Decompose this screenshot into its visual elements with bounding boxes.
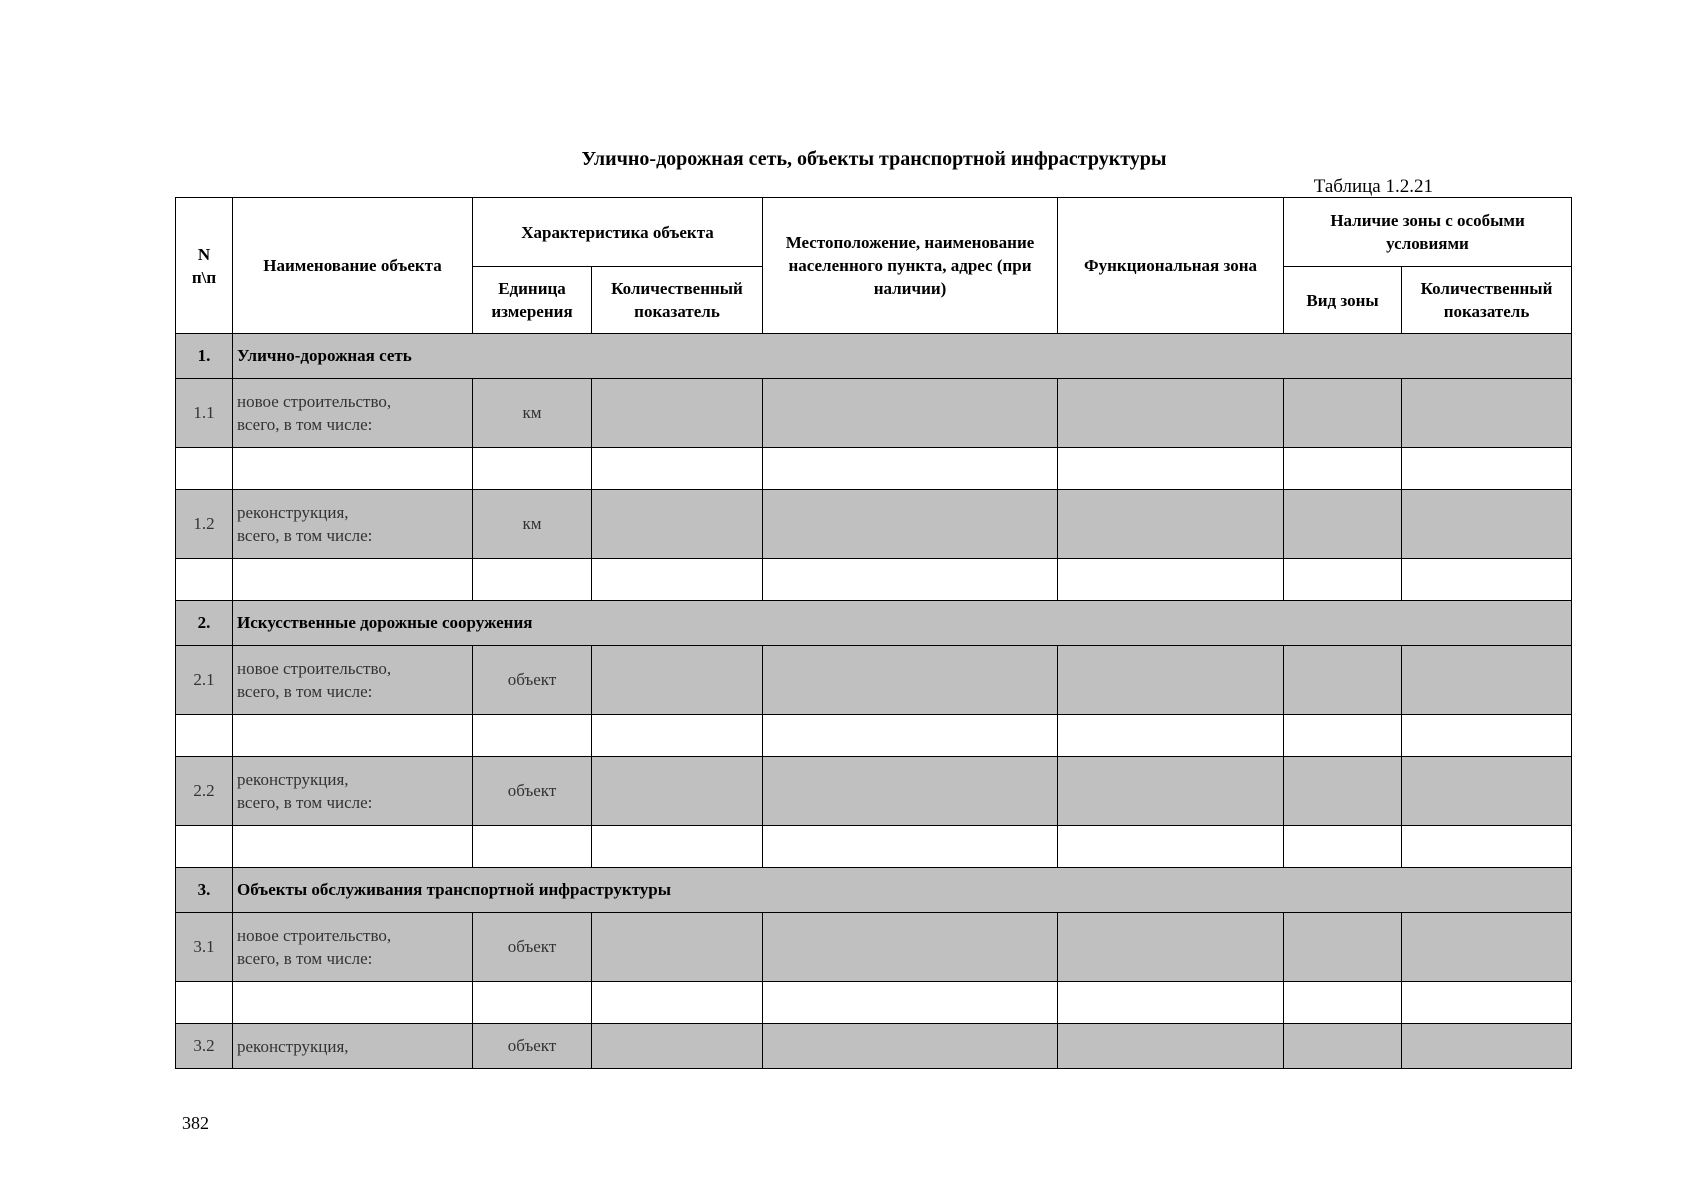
item-quantity (592, 490, 763, 559)
item-unit: объект (473, 757, 592, 826)
blank-row (176, 448, 1572, 490)
section-name: Объекты обслуживания транспортной инфраструктуры (233, 868, 1572, 913)
item-name-line-1: реконструкция, (237, 503, 349, 522)
item-unit: объект (473, 1024, 592, 1069)
item-quantity (592, 913, 763, 982)
item-functional-zone (1058, 646, 1284, 715)
item-number: 3.2 (176, 1024, 233, 1069)
table-row (176, 646, 1572, 715)
section-row (176, 868, 1572, 913)
item-unit: км (473, 490, 592, 559)
item-number: 1.2 (176, 490, 233, 559)
section-name: Искусственные дорожные сооружения (233, 601, 1572, 646)
item-unit: объект (473, 913, 592, 982)
section-row (176, 601, 1572, 646)
item-name-line-2: всего, в том числе: (237, 793, 373, 812)
section-name: Улично-дорожная сеть (233, 334, 1572, 379)
header-location: Местоположение, наименование населенного пункта, адрес (при наличии) (763, 198, 1058, 334)
header-zone-quantity: Количественный показатель (1402, 267, 1572, 334)
header-characteristic: Характеристика объекта (473, 198, 763, 267)
item-name (233, 913, 473, 982)
item-name-line-2: всего, в том числе: (237, 526, 373, 545)
section-row (176, 334, 1572, 379)
section-number: 2. (176, 601, 233, 646)
header-quantity: Количественный показатель (592, 267, 763, 334)
item-name (233, 646, 473, 715)
item-zone-quantity (1402, 490, 1572, 559)
item-functional-zone (1058, 913, 1284, 982)
blank-row (176, 982, 1572, 1024)
table-row (176, 913, 1572, 982)
item-name-line-2: всего, в том числе: (237, 415, 373, 434)
item-location (763, 913, 1058, 982)
infrastructure-table (175, 197, 1572, 1069)
item-zone-type (1284, 1024, 1402, 1069)
header-num: N п\п (176, 198, 233, 334)
item-location (763, 379, 1058, 448)
item-unit: объект (473, 646, 592, 715)
item-name (233, 757, 473, 826)
item-name (233, 490, 473, 559)
header-row-1 (176, 198, 1572, 267)
item-quantity (592, 646, 763, 715)
item-unit: км (473, 379, 592, 448)
item-location (763, 757, 1058, 826)
blank-row (176, 559, 1572, 601)
item-name-line-1: новое строительство, (237, 392, 392, 411)
item-zone-quantity (1402, 757, 1572, 826)
item-zone-quantity (1402, 379, 1572, 448)
item-quantity (592, 757, 763, 826)
item-location (763, 1024, 1058, 1069)
item-location (763, 490, 1058, 559)
item-name-line-2: всего, в том числе: (237, 682, 373, 701)
document-title: Улично-дорожная сеть, объекты транспортной инфраструктуры (581, 148, 1167, 170)
item-zone-type (1284, 646, 1402, 715)
header-name: Наименование объекта (233, 198, 473, 334)
section-number: 3. (176, 868, 233, 913)
item-name-line-2: всего, в том числе: (237, 949, 373, 968)
blank-row (176, 826, 1572, 868)
item-functional-zone (1058, 379, 1284, 448)
table-row (176, 757, 1572, 826)
item-zone-quantity (1402, 646, 1572, 715)
item-number: 2.1 (176, 646, 233, 715)
item-name-line-1: новое строительство, (237, 926, 392, 945)
header-special-zone: Наличие зоны с особыми условиями (1284, 198, 1572, 267)
item-name (233, 1024, 473, 1069)
table-row (176, 379, 1572, 448)
item-zone-quantity (1402, 1024, 1572, 1069)
item-number: 3.1 (176, 913, 233, 982)
item-number: 2.2 (176, 757, 233, 826)
item-zone-type (1284, 379, 1402, 448)
item-functional-zone (1058, 1024, 1284, 1069)
header-functional-zone: Функциональная зона (1058, 198, 1284, 334)
item-name-line-1: реконструкция, (237, 1036, 349, 1056)
item-name-line-1: реконструкция, (237, 770, 349, 789)
item-name (233, 379, 473, 448)
header-unit: Единица измерения (473, 267, 592, 334)
blank-row (176, 715, 1572, 757)
item-functional-zone (1058, 490, 1284, 559)
item-zone-quantity (1402, 913, 1572, 982)
table-number: Таблица 1.2.21 (1313, 176, 1433, 197)
item-quantity (592, 1024, 763, 1069)
table-row (176, 490, 1572, 559)
section-number: 1. (176, 334, 233, 379)
item-zone-type (1284, 757, 1402, 826)
item-location (763, 646, 1058, 715)
item-name-line-1: новое строительство, (237, 659, 392, 678)
header-zone-type: Вид зоны (1284, 267, 1402, 334)
item-number: 1.1 (176, 379, 233, 448)
item-quantity (592, 379, 763, 448)
page-number: 382 (182, 1113, 209, 1133)
table-row (176, 1024, 1572, 1069)
item-functional-zone (1058, 757, 1284, 826)
item-zone-type (1284, 490, 1402, 559)
item-zone-type (1284, 913, 1402, 982)
